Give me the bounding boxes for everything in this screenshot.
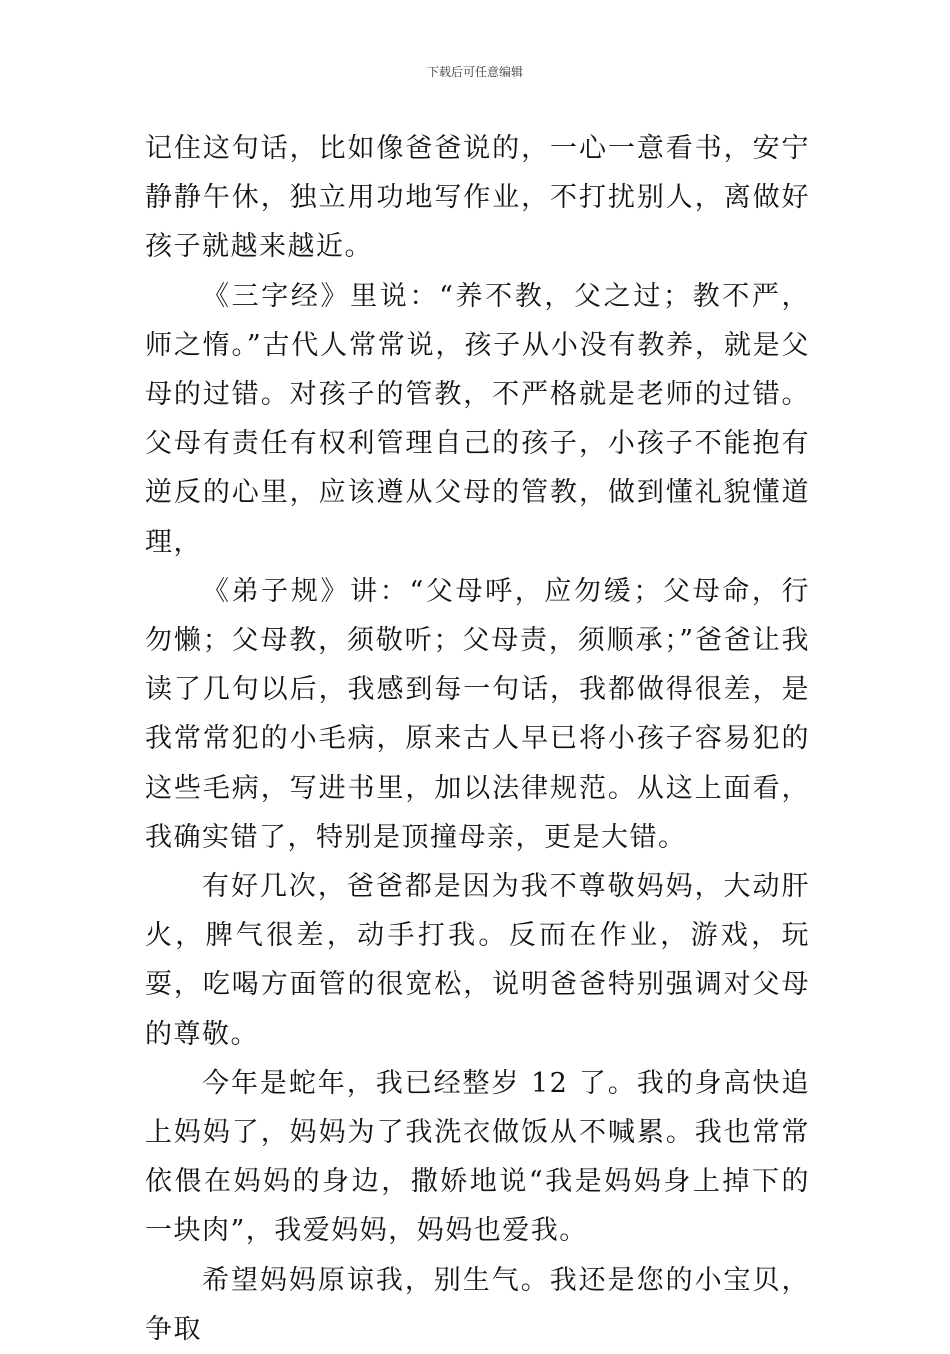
paragraph: 记住这句话，比如像爸爸说的，一心一意看书，安宁静静午休，独立用功地写作业，不打扰别人，离做好孩子就越来越近。: [145, 133, 810, 263]
paragraph: 《三字经》里说：“养不教，父之过；教不严，师之惰。”古代人常常说，孩子从小没有教养，就是父母的过错。对孩子的管教，不严格就是老师的过错。父母有责任有权利管理自己的孩子，小孩子不能抱有逆反的心里，应该遵从父母的管教，做到懂礼貌懂道理，: [145, 280, 810, 558]
paragraph: 希望妈妈原谅我，别生气。我还是您的小宝贝，争取: [145, 1264, 810, 1345]
paragraph: 有好几次，爸爸都是因为我不尊敬妈妈，大动肝火，脾气很差，动手打我。反而在作业，游戏，玩耍，吃喝方面管的很宽松，说明爸爸特别强调对父母的尊敬。: [145, 871, 810, 1050]
page-header: 下载后可任意编辑: [426, 65, 523, 79]
paragraph: 《弟子规》讲：“父母呼，应勿缓；父母命，行勿懒；父母教，须敬听；父母责，须顺承；”爸爸让我读了几句以后，我感到每一句话，我都做得很差，是我常常犯的小毛病，原来古人早已将小孩子容易犯的这些毛病，写进书里，加以法律规范。从这上面看，我确实错了，特别是顶撞母亲，更是大错。: [145, 575, 810, 853]
paragraph: 今年是蛇年，我已经整岁 12 了。我的身高快追上妈妈了，妈妈为了我洗衣做饭从不喊累。我也常常依偎在妈妈的身边，撒娇地说“我是妈妈身上掉下的一块肉”，我爱妈妈，妈妈也爱我。: [145, 1067, 810, 1247]
document-body: [145, 124, 810, 1354]
